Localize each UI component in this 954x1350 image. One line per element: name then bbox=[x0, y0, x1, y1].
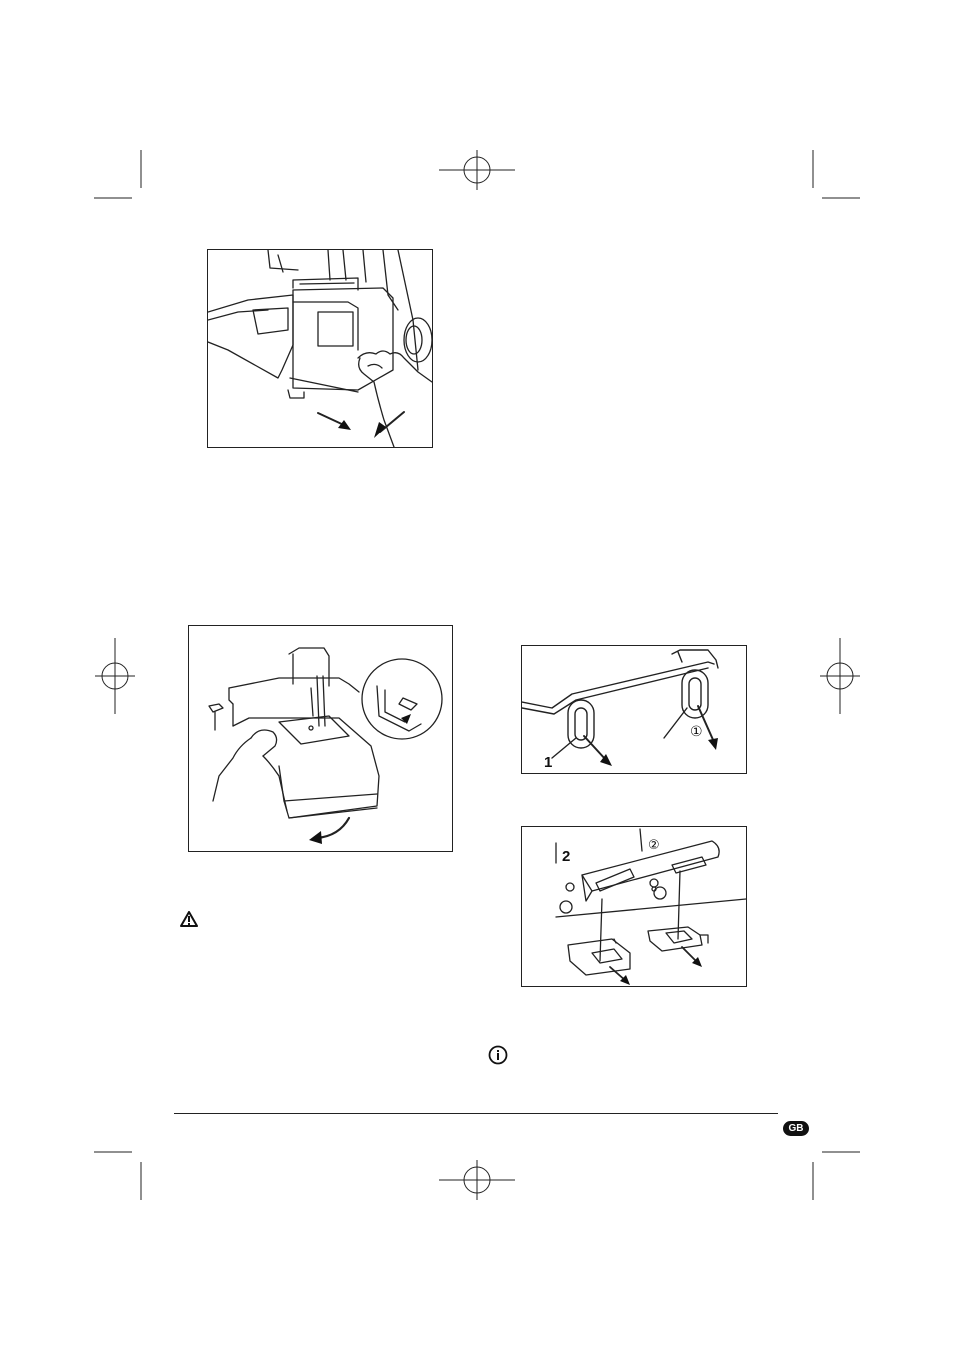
language-badge-label: GB bbox=[788, 1123, 804, 1134]
info-icon bbox=[488, 1045, 508, 1065]
language-badge bbox=[783, 1121, 809, 1136]
sewing-machine-illustration bbox=[208, 250, 432, 447]
loop-label-left: 1 bbox=[544, 754, 553, 771]
front-cover-illustration bbox=[189, 626, 452, 851]
warning-triangle-icon bbox=[180, 911, 198, 927]
looper-hooks-illustration bbox=[522, 827, 746, 986]
thread-guide-wire-illustration bbox=[522, 646, 746, 773]
hook-label-right: ② bbox=[648, 838, 660, 853]
figure-looper-thread-guide bbox=[521, 645, 747, 774]
loop-label-right: ① bbox=[690, 724, 703, 740]
footer-rule bbox=[174, 1113, 778, 1114]
figure-open-side-cover bbox=[207, 249, 433, 448]
hook-label-left: 2 bbox=[562, 848, 571, 865]
figure-looper-hooks bbox=[521, 826, 747, 987]
figure-open-front-cover bbox=[188, 625, 453, 852]
